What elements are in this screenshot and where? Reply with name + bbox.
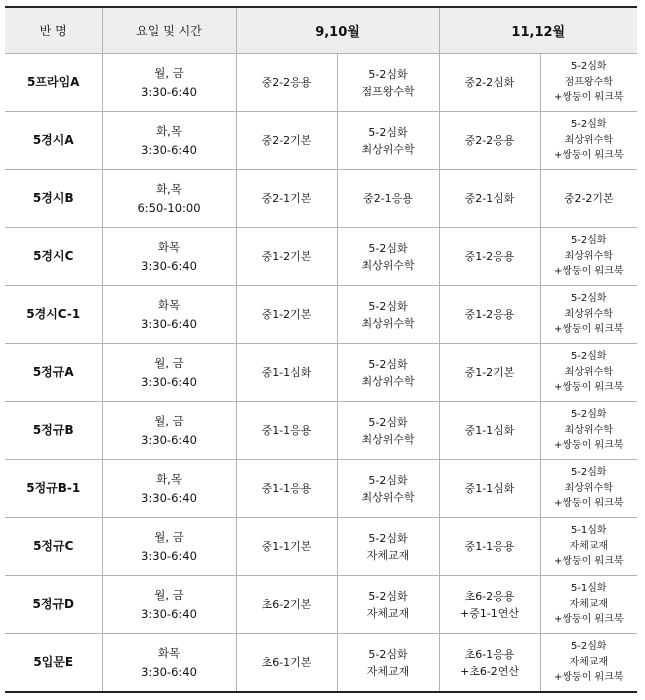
course-cell-p1b — [337, 518, 439, 576]
class-days: 월, 금 — [154, 355, 184, 370]
course-cell-p1b — [337, 54, 439, 112]
day-time-cell — [102, 344, 236, 402]
course-cell-p1a — [236, 344, 337, 402]
course-cell-p2a — [439, 344, 540, 402]
course-line: 5-2심화 — [368, 357, 408, 371]
course-line: 자체교재 — [569, 540, 609, 552]
class-name-cell: 5경시B — [5, 170, 102, 228]
course-cell-p2a — [439, 54, 540, 112]
class-name-cell: 5경시A — [5, 112, 102, 170]
class-time: 3:30-6:40 — [141, 84, 197, 99]
course-line: 5-2심화 — [570, 641, 607, 653]
course-cell-p1a — [236, 634, 337, 693]
course-line: 자체교재 — [366, 548, 410, 562]
header-day-time: 요일 및 시간 — [102, 7, 236, 54]
course-cell-p2b — [540, 170, 637, 228]
course-line: 중1-2기본 — [261, 308, 312, 321]
course-cell-p2a — [439, 170, 540, 228]
course-cell-p2b — [540, 344, 637, 402]
course-line: +쌍둥이 워크북 — [554, 556, 624, 568]
class-name-cell: 5프라임A — [5, 54, 102, 112]
header-class-name: 반 명 — [5, 7, 102, 54]
course-cell-p1b — [337, 170, 439, 228]
course-line: +쌍둥이 워크북 — [554, 498, 624, 510]
class-days: 월, 금 — [154, 65, 184, 80]
day-time-cell — [102, 228, 236, 286]
course-line: 중1-2응용 — [464, 308, 515, 321]
course-cell-p1b — [337, 402, 439, 460]
course-line: 중2-1심화 — [464, 192, 515, 205]
course-line: 중1-2응용 — [464, 250, 515, 263]
course-cell-p2b — [540, 634, 637, 693]
course-line: 중2-2기본 — [563, 192, 614, 205]
course-cell-p1b — [337, 228, 439, 286]
course-line: 점프왕수학 — [361, 84, 415, 98]
course-line: 중1-1심화 — [464, 424, 515, 437]
course-cell-p2b — [540, 286, 637, 344]
day-time-cell — [102, 170, 236, 228]
class-time: 3:30-6:40 — [141, 316, 197, 331]
course-cell-p2b — [540, 460, 637, 518]
class-name-cell: 5정규B — [5, 402, 102, 460]
table-row — [5, 518, 637, 576]
course-cell-p2b — [540, 576, 637, 634]
course-line: 5-2심화 — [570, 119, 607, 131]
course-line: 5-2심화 — [570, 409, 607, 421]
course-cell-p1b — [337, 286, 439, 344]
course-line: 최상위수학 — [361, 142, 415, 156]
course-line: 중2-2기본 — [261, 134, 312, 147]
day-time-cell — [102, 402, 236, 460]
class-days: 화목 — [157, 297, 181, 312]
course-line: 중2-2심화 — [464, 76, 515, 89]
course-line: 5-2심화 — [368, 473, 408, 487]
day-time-cell — [102, 518, 236, 576]
course-line: 최상위수학 — [564, 424, 613, 436]
course-cell-p2a — [439, 576, 540, 634]
table-row — [5, 576, 637, 634]
course-line: 5-2심화 — [368, 125, 408, 139]
day-time-cell — [102, 576, 236, 634]
course-cell-p2b — [540, 112, 637, 170]
class-name-cell: 5입문E — [5, 634, 102, 693]
course-line: 자체교재 — [366, 664, 410, 678]
course-cell-p2a — [439, 286, 540, 344]
course-line: 최상위수학 — [361, 374, 415, 388]
header-period-nov-dec: 11,12월 — [439, 7, 637, 54]
course-line: +쌍둥이 워크북 — [554, 92, 624, 104]
course-cell-p1a — [236, 112, 337, 170]
class-days: 월, 금 — [154, 529, 184, 544]
table-row — [5, 54, 637, 112]
course-cell-p1b — [337, 576, 439, 634]
class-days: 화목 — [157, 239, 181, 254]
class-time: 3:30-6:40 — [141, 374, 197, 389]
table-row — [5, 634, 637, 693]
course-line: 최상위수학 — [361, 432, 415, 446]
course-line: 중1-1기본 — [261, 540, 312, 553]
course-line: 중1-1심화 — [261, 366, 312, 379]
course-cell-p1a — [236, 286, 337, 344]
day-time-cell — [102, 286, 236, 344]
course-line: 초6-1기본 — [261, 656, 312, 669]
course-cell-p2a — [439, 112, 540, 170]
course-cell-p2a — [439, 460, 540, 518]
course-cell-p2b — [540, 518, 637, 576]
table-row — [5, 344, 637, 402]
course-line: +초6-2연산 — [459, 664, 520, 678]
course-cell-p1b — [337, 344, 439, 402]
table-row — [5, 460, 637, 518]
class-time: 6:50-10:00 — [137, 200, 201, 215]
course-line: 5-2심화 — [368, 531, 408, 545]
course-line: 5-2심화 — [570, 467, 607, 479]
course-cell-p1b — [337, 634, 439, 693]
table-row — [5, 286, 637, 344]
course-line: 중2-1응용 — [363, 192, 413, 205]
class-days: 화,목 — [156, 181, 182, 196]
course-line: 자체교재 — [366, 606, 410, 620]
class-time: 3:30-6:40 — [141, 606, 197, 621]
class-name-cell: 5경시C-1 — [5, 286, 102, 344]
course-cell-p1a — [236, 228, 337, 286]
class-days: 화목 — [157, 645, 181, 660]
course-line: +쌍둥이 워크북 — [554, 382, 624, 394]
class-time: 3:30-6:40 — [141, 664, 197, 679]
course-cell-p2b — [540, 228, 637, 286]
course-line: 중2-1기본 — [261, 192, 312, 205]
class-time: 3:30-6:40 — [141, 490, 197, 505]
day-time-cell — [102, 54, 236, 112]
course-line: 5-2심화 — [570, 351, 607, 363]
table-row — [5, 228, 637, 286]
course-line: 중1-1응용 — [261, 482, 312, 495]
course-line: 5-2심화 — [570, 61, 607, 73]
course-line: 최상위수학 — [564, 134, 613, 146]
course-line: 5-2심화 — [368, 647, 408, 661]
course-cell-p1a — [236, 170, 337, 228]
course-line: 5-2심화 — [570, 235, 607, 247]
course-line: 5-2심화 — [368, 415, 408, 429]
course-line: 최상위수학 — [564, 250, 613, 262]
course-cell-p1a — [236, 518, 337, 576]
class-days: 화,목 — [156, 471, 182, 486]
day-time-cell — [102, 112, 236, 170]
class-days: 월, 금 — [154, 587, 184, 602]
course-line: 5-2심화 — [368, 589, 408, 603]
course-line: 자체교재 — [569, 598, 609, 610]
table-row — [5, 402, 637, 460]
table-row — [5, 112, 637, 170]
course-line: 5-1심화 — [570, 583, 607, 595]
course-line: +쌍둥이 워크북 — [554, 324, 624, 336]
class-days: 월, 금 — [154, 413, 184, 428]
course-line: 최상위수학 — [564, 308, 613, 320]
course-line: +쌍둥이 워크북 — [554, 150, 624, 162]
day-time-cell — [102, 460, 236, 518]
course-line: 최상위수학 — [361, 258, 415, 272]
class-name-cell: 5정규B-1 — [5, 460, 102, 518]
course-cell-p1a — [236, 460, 337, 518]
header-row — [5, 7, 637, 54]
class-time: 3:30-6:40 — [141, 142, 197, 157]
class-time: 3:30-6:40 — [141, 548, 197, 563]
course-line: +쌍둥이 워크북 — [554, 672, 624, 684]
course-line: 최상위수학 — [564, 482, 613, 494]
course-line: 중1-1응용 — [464, 540, 515, 553]
course-line: 5-2심화 — [570, 293, 607, 305]
course-cell-p2b — [540, 54, 637, 112]
class-days: 화,목 — [156, 123, 182, 138]
schedule-body — [5, 54, 637, 693]
course-cell-p1b — [337, 460, 439, 518]
course-cell-p2a — [439, 518, 540, 576]
course-line: 점프왕수학 — [564, 76, 613, 88]
course-line: +중1-1연산 — [459, 606, 520, 620]
class-name-cell: 5정규A — [5, 344, 102, 402]
class-name-cell: 5정규C — [5, 518, 102, 576]
course-line: 5-2심화 — [368, 67, 408, 81]
course-cell-p1a — [236, 402, 337, 460]
class-time: 3:30-6:40 — [141, 432, 197, 447]
course-cell-p1b — [337, 112, 439, 170]
course-line: +쌍둥이 워크북 — [554, 440, 624, 452]
class-name-cell: 5경시C — [5, 228, 102, 286]
class-name-cell: 5정규D — [5, 576, 102, 634]
course-line: 초6-2응용 — [464, 589, 515, 603]
day-time-cell — [102, 634, 236, 693]
course-line: 5-2심화 — [368, 299, 408, 313]
course-line: 초6-1응용 — [464, 647, 515, 661]
course-line: 최상위수학 — [361, 490, 415, 504]
course-line: +쌍둥이 워크북 — [554, 614, 624, 626]
schedule-table-wrapper — [5, 6, 637, 693]
course-cell-p1a — [236, 54, 337, 112]
course-cell-p2b — [540, 402, 637, 460]
class-schedule-table — [5, 6, 637, 693]
class-time: 3:30-6:40 — [141, 258, 197, 273]
course-cell-p1a — [236, 576, 337, 634]
course-line: 초6-2기본 — [261, 598, 312, 611]
course-line: 자체교재 — [569, 656, 609, 668]
course-line: 중2-2응용 — [261, 76, 312, 89]
course-line: 중1-2기본 — [261, 250, 312, 263]
course-cell-p2a — [439, 634, 540, 693]
course-line: 최상위수학 — [361, 316, 415, 330]
course-line: 중2-2응용 — [464, 134, 515, 147]
course-cell-p2a — [439, 402, 540, 460]
course-cell-p2a — [439, 228, 540, 286]
course-line: 5-1심화 — [570, 525, 607, 537]
course-line: 중1-1심화 — [464, 482, 515, 495]
course-line: 5-2심화 — [368, 241, 408, 255]
course-line: 중1-2기본 — [464, 366, 515, 379]
header-period-sep-oct: 9,10월 — [236, 7, 439, 54]
course-line: +쌍둥이 워크북 — [554, 266, 624, 278]
course-line: 중1-1응용 — [261, 424, 312, 437]
course-line: 최상위수학 — [564, 366, 613, 378]
table-row — [5, 170, 637, 228]
